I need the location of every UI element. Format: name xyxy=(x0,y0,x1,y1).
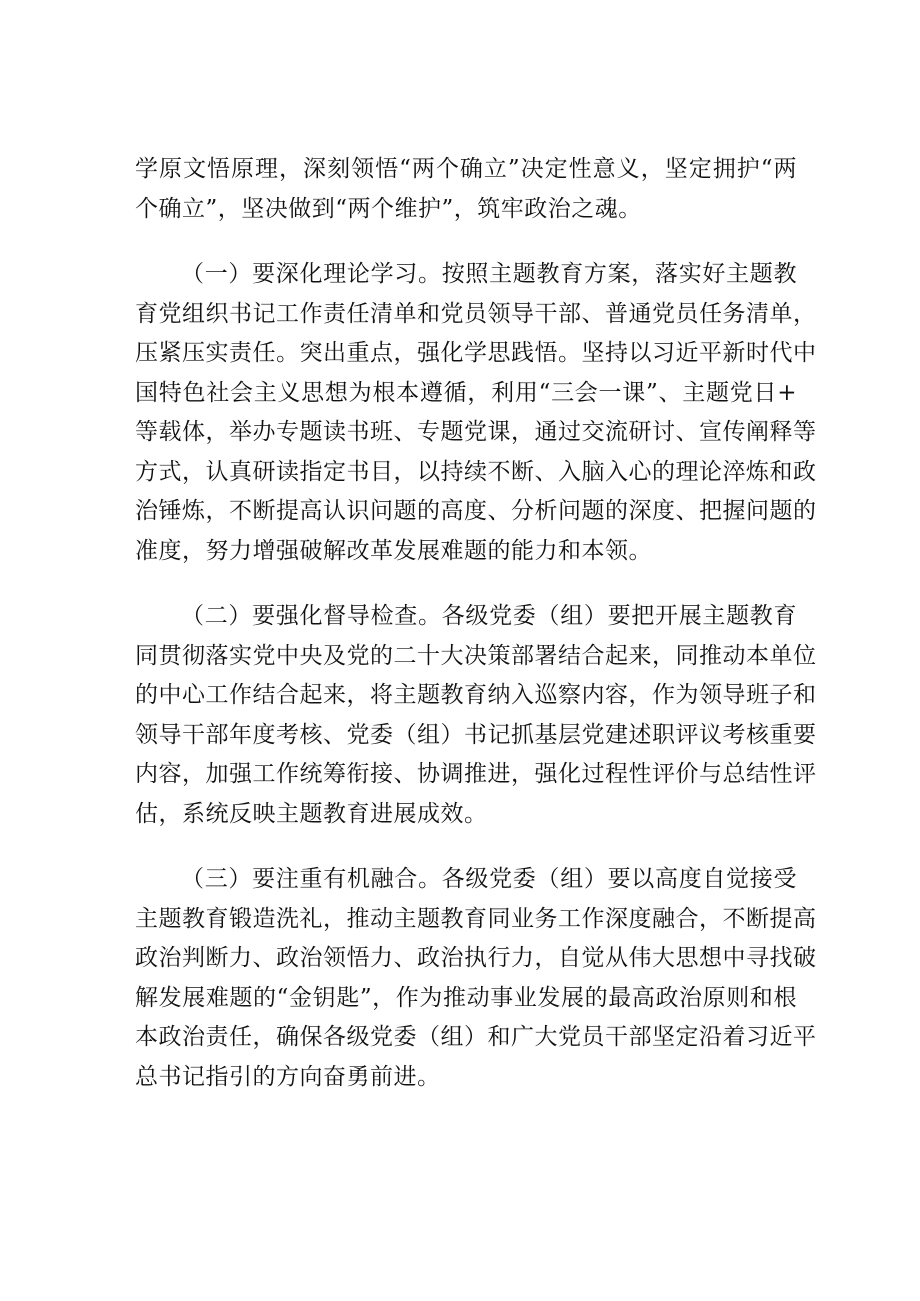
paragraph-section-1 xyxy=(135,255,817,571)
text-line: 政治判断力、政治领悟力、政治执行力，自觉从伟大思想中寻找破 xyxy=(135,945,817,971)
document-body xyxy=(135,150,817,1123)
section-heading-line: （三）要注重有机融合。各级党委（组）要以高度自觉接受 xyxy=(181,866,797,892)
text-line: 主题教育锻造洗礼，推动主题教育同业务工作深度融合，不断提高 xyxy=(135,905,817,932)
text-line: 估，系统反映主题教育进展成效。 xyxy=(135,800,488,827)
paragraph-section-3 xyxy=(135,860,817,1097)
text-line: 方式，认真研读指定书目，以持续不断、入脑入心的理论淬炼和政 xyxy=(135,458,817,485)
text-line: 的中心工作结合起来，将主题教育纳入巡察内容，作为领导班子和 xyxy=(135,682,817,708)
text-line: 个确立”，坚决做到“两个维护”，筑牢政治之魂。 xyxy=(135,195,642,222)
text-line: 治锤炼，不断提高认识问题的高度、分析问题的深度、把握问题的 xyxy=(135,498,817,524)
text-line: 等载体，举办专题读书班、专题党课，通过交流研讨、宣传阐释等 xyxy=(135,419,817,445)
text-line: 学原文悟原理，深刻领悟“两个确立”决定性意义，坚定拥护“两 xyxy=(135,156,797,182)
text-line: 育党组织书记工作责任清单和党员领导干部、普通党员任务清单， xyxy=(135,300,817,327)
paragraph-continuation xyxy=(135,150,797,229)
section-heading-line: （一）要深化理论学习。按照主题教育方案，落实好主题教 xyxy=(181,261,797,287)
text-line: 总书记指引的方向奋勇前进。 xyxy=(135,1063,441,1090)
text-line: 内容，加强工作统筹衔接、协调推进，强化过程性评价与总结性评 xyxy=(135,761,817,787)
text-line: 领导干部年度考核、党委（组）书记抓基层党建述职评议考核重要 xyxy=(135,721,817,748)
text-line: 本政治责任，确保各级党委（组）和广大党员干部坚定沿着习近平 xyxy=(135,1024,817,1050)
text-line: 解发展难题的“金钥匙”，作为推动事业发展的最高政治原则和根 xyxy=(135,984,797,1011)
text-line: 同贯彻落实党中央及党的二十大决策部署结合起来，同推动本单位 xyxy=(135,642,817,669)
text-line: 压紧压实责任。突出重点，强化学思践悟。坚持以习近平新时代中 xyxy=(135,340,817,366)
section-heading-line: （二）要强化督导检查。各级党委（组）要把开展主题教育 xyxy=(181,603,797,629)
paragraph-section-2 xyxy=(135,597,817,834)
text-line: 国特色社会主义思想为根本遵循，利用“三会一课”、主题党日+ xyxy=(135,379,797,406)
text-line: 准度，努力增强破解改革发展难题的能力和本领。 xyxy=(135,537,652,564)
